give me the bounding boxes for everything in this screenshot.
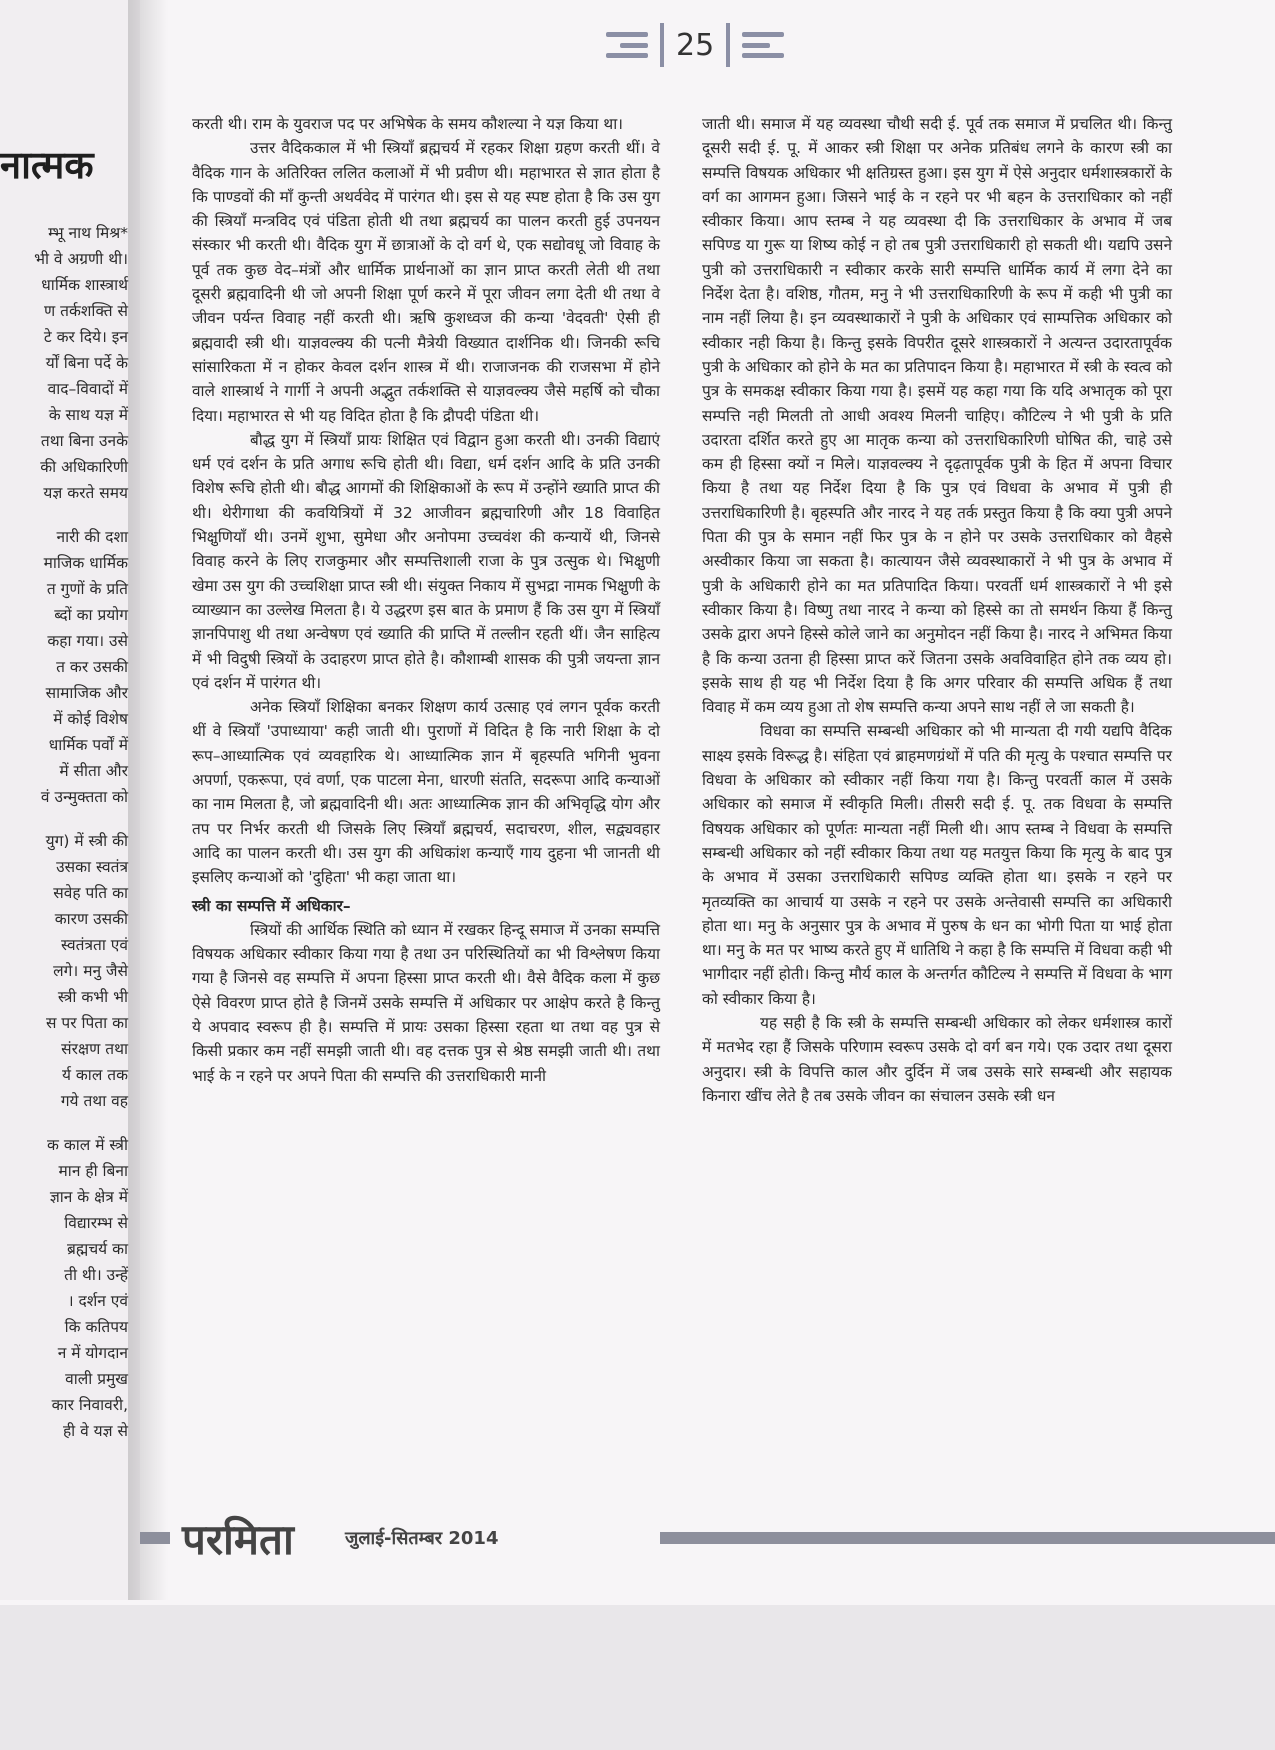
previous-page-line: वाद–विवादों में xyxy=(47,380,128,398)
previous-page-line: भी वे अग्रणी थी। xyxy=(34,250,128,268)
previous-page-line: कार निवावरी, xyxy=(51,1396,128,1414)
previous-page-line: में कोई विशेष xyxy=(53,710,128,728)
footer-rule-right xyxy=(660,1532,1275,1544)
previous-page-line: में सीता और xyxy=(59,762,128,780)
paragraph: करती थी। राम के युवराज पद पर अभिषेक के समय कौशल्या ने यज्ञ किया था। xyxy=(192,115,624,133)
previous-page-line: क काल में स्त्री xyxy=(47,1136,128,1154)
previous-page-line: सवेह पति का xyxy=(53,884,128,902)
previous-page-line: लगे। मनु जैसे xyxy=(53,962,128,980)
left-column xyxy=(192,112,660,1088)
previous-page-line: धार्मिक पर्वों में xyxy=(48,736,128,754)
header-bracket-left xyxy=(660,23,664,67)
previous-page-line: स पर पिता का xyxy=(46,1014,128,1032)
previous-page-line: ही वे यज्ञ से xyxy=(62,1422,128,1440)
scan-margin xyxy=(0,1605,1275,1750)
previous-page-line: त गुणों के प्रति xyxy=(46,580,128,598)
paragraph: विधवा का सम्पत्ति सम्बन्धी अधिकार को भी मान्यता दी गयी यद्यपि वैदिक साक्ष्य इसके विरूद्ध है। संहिता एवं ब्राहमणग्रंथों में पति की मृत्यु के पश्चात सम्पत्ति पर विधवा के अधिकार को स्वीकार नहीं किया गया है। किन्तु परवर्ती काल में उसके अधिकार को समाज में स्वीकृति मिली। तीसरी सदी ई. पू. तक विधवा के सम्पत्ति विषयक अधिकार को पूर्णतः मान्यता नहीं मिली थी। आप स्तम्ब ने विधवा के सम्पत्ति सम्बन्धी अधिकार को नहीं स्वीकार किया तथा यह मतयुत्त किया कि मृत्यु के बाद पुत्र के अभाव में उसका उत्तराधिकारी सपिण्ड व्यक्ति होता था। इसके न रहने पर मृतव्यक्ति का आचार्य या उसके न रहने पर उसके अन्तेवासी सम्पत्ति का अधिकारी होता था। मनु के अनुसार पुत्र के अभाव में पुरुष के धन का भोगी पिता या भाई होता था। मनु के मत पर भाष्य करते हुए में धातिथि ने कहा है कि सम्पत्ति में विधवा कही भी भागीदार नहीं होती। किन्तु मौर्य काल के अन्तर्गत कौटिल्य ने सम्पत्ति में विधवा के भाग को स्वीकार किया है। xyxy=(702,722,1173,1008)
previous-page-line: कि कतिपय xyxy=(64,1318,128,1336)
previous-page-line: त कर उसकी xyxy=(56,658,128,676)
previous-page-line: मान ही बिना xyxy=(58,1162,128,1180)
paragraph: जाती थी। समाज में यह व्यवस्था चौथी सदी ई. पूर्व तक समाज में प्रचलित थी। किन्तु दूसरी सदी ई. पू. में आकर स्त्री शिक्षा पर अनेक प्रतिबंध लगने के कारण स्त्री का सम्पत्ति विषयक अधिकार भी क्षतिग्रस्त हुआ। इस युग में ऐसे अनुदार धर्मशास्त्रकारों के वर्ग का आगमन हुआ। जिसने भाई के न रहने पर भी बहन के उत्तराधिकार को नहीं स्वीकार किया। आप स्तम्ब ने यह व्यवस्था दी कि उत्तराधिकार के अभाव में जब सपिण्ड या गुरू या शिष्य कोई न हो तब पुत्री उत्तराधिकारी हो सकती थी। यद्यपि उसने पुत्री को उत्तराधिकारी न स्वीकार करके सारी सम्पत्ति धार्मिक कार्य में लगा देने का निर्देश देता है। वशिष्ठ, गौतम, मनु ने भी उत्तराधिकारिणी के रूप में कही भी पुत्री का नाम नहीं लिया है। इन व्यवस्थाकारों ने पुत्री के अधिकार एवं साम्पत्तिक अधिकार को स्वीकार नही किया है। किन्तु इसके विपरीत दूसरे शास्त्रकारों ने अत्यन्त उदारतापूर्वक पुत्री के अधिकार को होने के मत का प्रतिपादन किया है। महाभारत में स्त्री के स्वत्व को पुत्र के समकक्ष स्वीकार किया गया है। इसमें यह कहा गया कि यदि अभातृक को पूरा सम्पत्ति नही मिलती तो आधी अवश्य मिलनी चाहिए। कौटिल्य ने भी पुत्री के प्रति उदारता दर्शित करते हुए आ मातृक कन्या को उत्तराधिकारिणी घोषित की, चाहे उसे कम ही हिस्सा क्यों न मिले। याज्ञवल्क्य ने दृढ़तापूर्वक पुत्री के हित में अपना विचार किया है तथा यह निर्देश दिया है कि पुत्र एवं विधवा के अभाव में पुत्री ही उत्तराधिकारिणी है। बृहस्पति और नारद ने यह तर्क प्रस्तुत किया है कि क्या पुत्री अपने पिता की पुत्र के समान नहीं फिर पुत्र के न होने पर उसके उत्तराधिकार को वैहसे अस्वीकार किया जा सकता है। कात्यायन जैसे व्यवस्थाकारों ने भी पुत्र के अभाव में पुत्री के अधिकारी होने का मत प्रतिपादित किया। परवर्ती धर्म शास्त्रकारों ने भी इसे स्वीकार किया है। विष्णु तथा नारद ने कन्या को हिस्से का तो समर्थन किया हैं किन्तु उसके द्वारा अपने हिस्से कोले जाने का अनुमोदन नहीं किया है। नारद ने अभिमत किया है कि कन्या उतना ही हिस्सा प्राप्त करें जितना उसके अवविवाहित होने तक व्यय हो। इसके साथ ही यह भी निर्देश दिया है कि अगर परिवार की सम्पत्ति अधिक हैं तथा विवाह में कम व्यय हुआ तो शेष सम्पत्ति कन्या अपने साथ नहीं ले जा सकती है। xyxy=(702,115,1172,717)
previous-page-line: विद्यारम्भ से xyxy=(64,1214,128,1232)
left-column-paragraphs xyxy=(192,112,660,890)
previous-page-line: ण तर्कशक्ति से xyxy=(44,302,128,320)
previous-page-line: स्त्री कभी भी xyxy=(57,988,128,1006)
header-ornament-right xyxy=(742,32,784,58)
paragraph: अनेक स्त्रियाँ शिक्षिका बनकर शिक्षण कार्य उत्साह एवं लगन पूर्वक करती थीं वे स्त्रियाँ 'उपाध्याया' कही जाती थी। पुराणों में विदित है कि नारी शिक्षा के दो रूप–आध्यात्मिक एवं व्यवहारिक थे। आध्यात्मिक ज्ञान में बृहस्पति भगिनी भुवना अपर्णा, एकरूपा, एवं वर्णा, एक पाटला मेना, धारणी संतति, सदरूपा आदि कन्याओं का नाम मिलता है, जो ब्रह्मवादिनी थी। अतः आध्यात्मिक ज्ञान की अभिवृद्धि योग और तप पर निर्भर करती थी जिसके लिए स्त्रियाँ ब्रह्मचर्य, सदाचरण, शील, सद्व्यवहार आदि का पालन करती थी। उस युग की अधिकांश कन्याएँ गाय दुहना भी जानती थी इसलिए कन्याओं को 'दुहिता' भी कहा जाता था। xyxy=(192,698,660,887)
previous-page-line: उसका स्वतंत्र xyxy=(56,858,128,876)
page-header xyxy=(606,20,784,70)
right-column-paragraphs xyxy=(702,112,1172,1108)
previous-page-heading: नात्मक xyxy=(0,143,94,187)
previous-page-line: धार्मिक शास्त्रार्थ xyxy=(41,276,128,294)
page-footer xyxy=(140,1510,1275,1570)
previous-page-line: ब्दों का प्रयोग xyxy=(54,606,128,624)
previous-page-line xyxy=(0,810,128,828)
magazine-name: परमिता xyxy=(182,1515,294,1564)
previous-page-lines xyxy=(0,220,128,1444)
previous-page-line xyxy=(0,1114,128,1132)
previous-page-line: कारण उसकी xyxy=(54,910,128,928)
previous-page-line: के साथ यज्ञ में xyxy=(48,406,128,424)
previous-page-line: ज्ञान के क्षेत्र में xyxy=(49,1188,128,1206)
previous-page-line: स्वतंत्रता एवं xyxy=(60,936,128,954)
gutter-shadow xyxy=(128,0,168,1600)
previous-page-line: टे कर दिये। इन xyxy=(43,328,128,346)
paragraph: बौद्ध युग में स्त्रियाँ प्रायः शिक्षित एवं विद्वान हुआ करती थी। उनकी विद्याएं धर्म एवं दर्शन के प्रति अगाध रूचि होती थी। विद्या, धर्म दर्शन आदि के प्रति उनकी विशेष रूचि होती थी। बौद्ध आगमों की शिक्षिकाओं के रूप में उन्होंने ख्याति प्राप्त की थी। थेरीगाथा की कवयित्रियों में 32 आजीवन ब्रह्मचारिणी और 18 विवाहित भिक्षुणियाँ थी। उनमें शुभा, सुमेधा और अनोपमा उच्चवंश की कन्यायें थी, जिनसे विवाह करने के लिए राजकुमार और सम्पत्तिशाली राजा के पुत्र उत्सुक थे। भिक्षुणी खेमा उस युग की उच्चशिक्षा प्राप्त स्त्री थी। संयुक्त निकाय में सुभद्रा नामक भिक्षुणी के व्याख्यान का उल्लेख मिलता है। ये उद्धरण इस बात के प्रमाण हैं कि उस युग में स्त्रियाँ ज्ञानपिपाशु थी तथा अन्वेषण एवं ख्याति की प्राप्ति में तल्लीन रहती थीं। जैन साहित्य में भी विदुषी स्त्रियों के उदाहरण प्राप्त होते है। कौशाम्बी शासक की पुत्री जयन्ता ज्ञान एवं दर्शन में पारंगत थी। xyxy=(192,430,660,692)
section-heading: स्त्री का सम्पत्ति में अधिकार– xyxy=(192,896,351,915)
previous-page-line: संरक्षण तथा xyxy=(61,1040,128,1058)
previous-page-line: न में योगदान xyxy=(57,1344,128,1362)
previous-page-line: म्भू नाथ मिश्र* xyxy=(48,224,128,242)
previous-page-edge xyxy=(0,0,140,1600)
previous-page-line: । दर्शन एवं xyxy=(67,1292,128,1310)
previous-page-line: गये तथा वह xyxy=(60,1092,128,1110)
previous-page-line xyxy=(0,506,128,524)
previous-page-line: वं उन्मुक्तता को xyxy=(40,788,128,806)
issue-date: जुलाई-सितम्बर 2014 xyxy=(345,1528,499,1549)
previous-page-line: की अधिकारिणी xyxy=(40,458,128,476)
previous-page-line: नारी की दशा xyxy=(56,528,128,546)
previous-page-line: सामाजिक और xyxy=(45,684,128,702)
previous-page-line: कहा गया। उसे xyxy=(47,632,128,650)
footer-rule-left xyxy=(140,1532,170,1544)
header-bracket-right xyxy=(726,23,730,67)
previous-page-line: युग) में स्त्री की xyxy=(45,832,128,850)
page-number: 25 xyxy=(676,27,715,63)
paragraph: स्त्रियों की आर्थिक स्थिति को ध्यान में रखकर हिन्दू समाज में उनका सम्पत्ति विषयक अधिकार स्वीकार किया गया है तथा उन परिस्थितियों का भी विश्लेषण किया गया है जिनसे वह सम्पत्ति में अपना हिस्सा प्राप्त करती थी। वैसे वैदिक कला में कुछ ऐसे विवरण प्राप्त होते है जिनमें उसके सम्पत्ति में अधिकार पर आक्षेप करते है किन्तु ये अपवाद स्वरूप ही है। सम्पत्ति में प्रायः उसका हिस्सा रहता था तथा वह पुत्र से किसी प्रकार कम नहीं समझी जाती थी। वह दत्तक पुत्र से श्रेष्ठ समझी जाती थी। तथा भाई के न रहने पर अपने पिता की सम्पत्ति की उत्तराधिकारी मानी xyxy=(192,920,660,1085)
left-column-paragraphs-after-heading xyxy=(192,918,660,1088)
previous-page-line: र्य काल तक xyxy=(61,1066,128,1084)
previous-page-line: र्यों बिना पर्दे के xyxy=(45,354,128,372)
previous-page-line: तथा बिना उनके xyxy=(40,432,128,450)
previous-page-line: यज्ञ करते समय xyxy=(43,484,128,502)
paragraph: यह सही है कि स्त्री के सम्पत्ति सम्बन्धी अधिकार को लेकर धर्मशास्त्र कारों में मतभेद रहा हैं जिसके परिणाम स्वरूप उसके दो वर्ग बन गये। एक उदार तथा दूसरा अनुदार। स्त्री के विपत्ति काल और दुर्दिन में जब उसके सारे सम्बन्धी और सहायक किनारा खींच लेते है तब उसके जीवन का संचालन उसके स्त्री धन xyxy=(702,1013,1172,1105)
right-column xyxy=(702,112,1172,1108)
previous-page-line: ती थी। उन्हें xyxy=(64,1266,128,1284)
previous-page-line: ब्रह्मचर्य का xyxy=(67,1240,128,1258)
previous-page-line: माजिक धार्मिक xyxy=(43,554,128,572)
header-ornament-left xyxy=(606,32,648,58)
previous-page-line: वाली प्रमुख xyxy=(65,1370,128,1388)
paragraph: उत्तर वैदिककाल में भी स्त्रियाँ ब्रह्मचर्य में रहकर शिक्षा ग्रहण करती थीं। वे वैदिक गान के अतिरिक्त ललित कलाओं में भी प्रवीण थी। महाभारत से ज्ञात होता है कि पाण्डवों की माँ कुन्ती अथर्ववेद में पारंगत थी। इस से यह स्पष्ट होता है कि उस युग की स्त्रियाँ मन्त्रविद एवं पंडिता होती थी तथा ब्रह्मचर्य का पालन करती हुई उपनयन संस्कार भी करती थी। वैदिक युग में छात्राओं के दो वर्ग थे, एक सद्योवधू जो विवाह के पूर्व तक कुछ वेद–मंत्रों और धार्मिक प्रार्थनाओं का ज्ञान प्राप्त करती लेती थी तथा दूसरी ब्रह्मवादिनी थी जो अपनी शिक्षा पूर्ण करने में पूरा जीवन लगा देती थी तथा वे जीवन पर्यन्त विवाह नहीं करती थी। ऋषि कुशध्वज की कन्या 'वेदवती' ऐसी ही ब्रह्मवादी स्त्री थी। याज्ञवल्क्य की पत्नी मैत्रेयी विख्यात दार्शनिक थी। जिनकी रूचि सांसारिकता में न होकर केवल दर्शन शास्त्र में थी। राजाजनक की राजसभा में होने वाले शास्त्रार्थ ने गार्गी ने अपनी अद्भुत तर्कशक्ति से याज्ञवल्क्य जैसे महर्षि को चौका दिया। महाभारत से भी यह विदित होता है कि द्रौपदी पंडिता थी। xyxy=(192,139,660,425)
